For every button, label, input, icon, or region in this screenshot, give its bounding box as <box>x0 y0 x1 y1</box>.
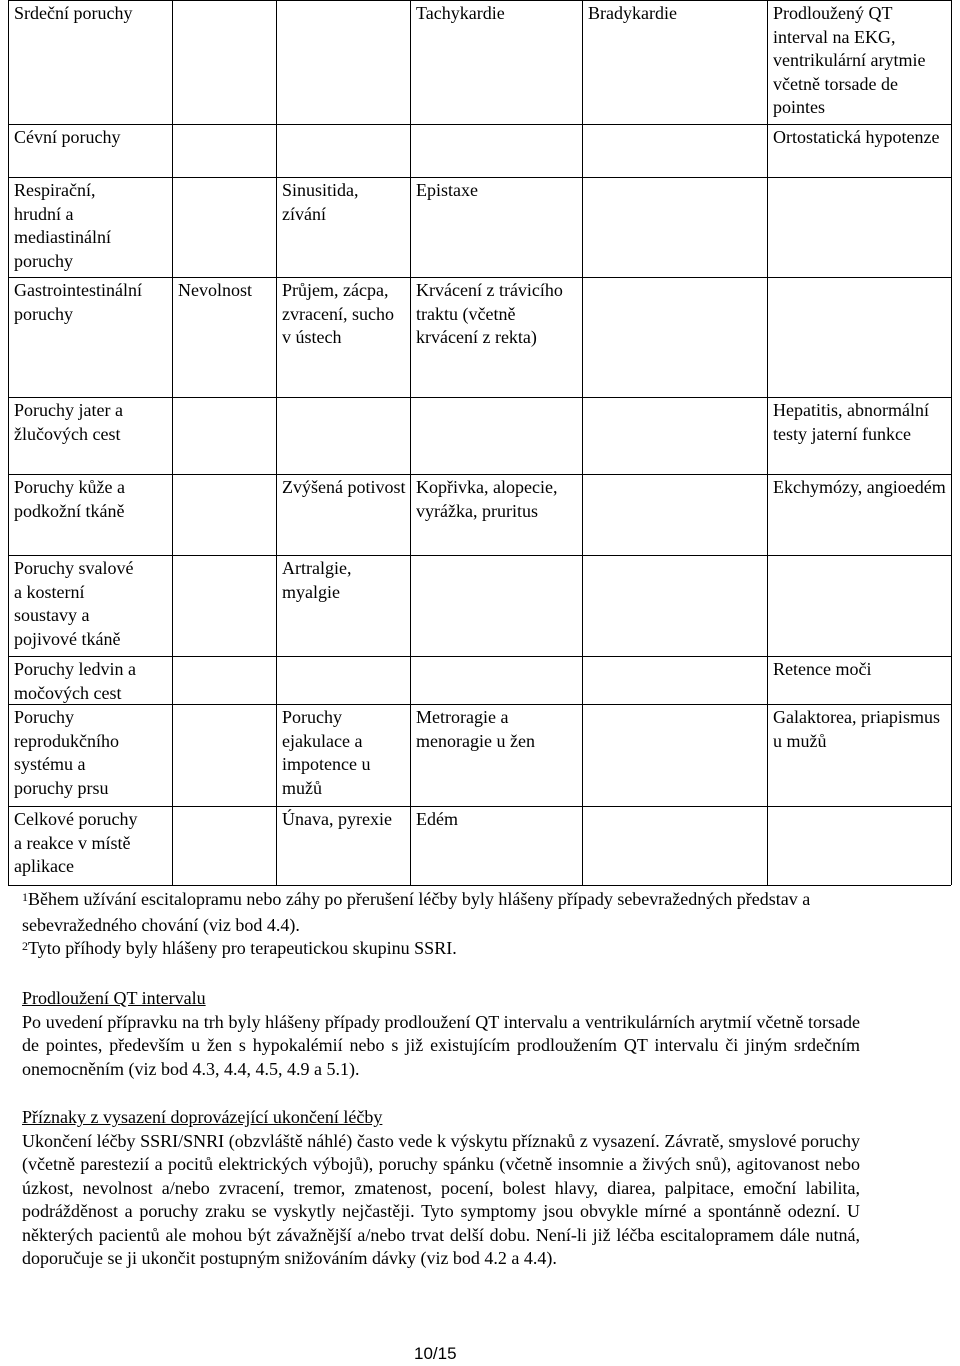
organ-class-cell: Respirační, hrudní a mediastinální poruchy <box>14 180 111 271</box>
frequency-cell: Galaktorea, priapismus u mužů <box>773 707 940 751</box>
frequency-cell: Edém <box>416 809 458 829</box>
organ-class-cell: Poruchy svalové a kosterní soustavy a pojivové tkáně <box>14 558 134 649</box>
table-row-border <box>8 397 951 398</box>
footnote-1 <box>22 888 902 937</box>
adverse-reactions-table <box>8 0 960 886</box>
organ-class-cell: Gastrointestinální poruchy <box>14 280 142 324</box>
table-row-border <box>8 704 951 705</box>
table-row-border <box>8 806 951 807</box>
table-row-border <box>8 277 951 278</box>
table-row-border <box>8 124 951 125</box>
frequency-cell: Epistaxe <box>416 180 478 200</box>
organ-class-cell: Poruchy kůže a podkožní tkáně <box>14 477 125 521</box>
frequency-cell: Poruchy ejakulace a impotence u mužů <box>282 707 371 798</box>
table-column-border <box>410 0 411 885</box>
table-row-border <box>8 555 951 556</box>
footnote-2 <box>22 937 902 963</box>
organ-class-cell: Celkové poruchy a reakce v místě aplikace <box>14 809 138 876</box>
page-number: 10/15 <box>414 1344 457 1363</box>
frequency-cell: Sinusitida, zívání <box>282 180 359 224</box>
section-body: Ukončení léčby SSRI/SNRI (obzvláště náhlé) často vede k výskytu příznaků z vysazení. Závratě, smyslové poruchy (včetně parestezií a pocitů elektrických výbojů), poruchy spánku (včetně insomnie a živých snů), agitovanost nebo úzkost, nevolnost a/nebo zvracení, tremor, zmatenost, pocení, bolest hlavy, diarea, palpitace, emoční labilita, podrážděnost a poruchy zraku se vyskytly nejčastěji. Tyto symptomy jsou obvykle mírné a spontánně odezní. U některých pacientů ale mohou být závažnější a/nebo trvat delší dobu. Není-li již léčba escitalopramem dále nutná, doporučuje se ji ukončit postupným snižováním dávky (viz bod 4.2 a 4.4). <box>22 1130 860 1268</box>
table-row-border <box>8 177 951 178</box>
section-qt-prolongation <box>22 987 860 1081</box>
table-column-border <box>276 0 277 885</box>
table-column-border <box>582 0 583 885</box>
footnote-marker: 2 <box>22 939 28 953</box>
frequency-cell: Ortostatická hypotenze <box>773 127 940 147</box>
footnote-marker: 1 <box>22 890 28 904</box>
organ-class-cell: Poruchy jater a žlučových cest <box>14 400 123 444</box>
organ-class-cell: Poruchy ledvin a močových cest <box>14 659 136 703</box>
organ-class-cell: Cévní poruchy <box>14 127 121 147</box>
section-body: Po uvedení přípravku na trh byly hlášeny případy prodloužení QT intervalu a ventrikulárních arytmií včetně torsade de pointes, především u žen s hypokalémií nebo s již existujícím prodloužením QT intervalu či jiným srdečním onemocněním (viz bod 4.3, 4.4, 4.5, 4.9 a 5.1). <box>22 1011 860 1079</box>
footnote-text: Během užívání escitalopramu nebo záhy po přerušení léčby byly hlášeny případy sebevražedných představ a sebevražedného chování (viz bod 4.4). <box>22 889 811 935</box>
frequency-cell: Kopřivka, alopecie, vyrážka, pruritus <box>416 477 558 521</box>
frequency-cell: Zvýšená potivost <box>282 477 406 497</box>
frequency-cell: Nevolnost <box>178 280 252 300</box>
table-row-border <box>8 656 951 657</box>
frequency-cell: Tachykardie <box>416 3 505 23</box>
frequency-cell: Metroragie a menoragie u žen <box>416 707 535 751</box>
footnote-text: Tyto příhody byly hlášeny pro terapeutickou skupinu SSRI. <box>28 938 457 958</box>
section-heading: Příznaky z vysazení doprovázející ukončení léčby <box>22 1107 383 1127</box>
frequency-cell: Krvácení z trávicího traktu (včetně krvácení z rekta) <box>416 280 563 347</box>
frequency-cell: Únava, pyrexie <box>282 809 392 829</box>
table-column-border <box>172 0 173 885</box>
frequency-cell: Prodloužený QT interval na EKG, ventrikulární arytmie včetně torsade de pointes <box>773 3 926 117</box>
table-column-border <box>951 0 952 885</box>
table-row-border <box>8 0 951 1</box>
frequency-cell: Průjem, zácpa, zvracení, sucho v ústech <box>282 280 394 347</box>
frequency-cell: Ekchymózy, angioedém <box>773 477 946 497</box>
table-column-border <box>8 0 9 885</box>
table-column-border <box>767 0 768 885</box>
frequency-cell: Bradykardie <box>588 3 677 23</box>
frequency-cell: Hepatitis, abnormální testy jaterní funkce <box>773 400 929 444</box>
table-row-border <box>8 885 951 886</box>
frequency-cell: Retence moči <box>773 659 872 679</box>
frequency-cell: Artralgie, myalgie <box>282 558 352 602</box>
organ-class-cell: Srdeční poruchy <box>14 3 133 23</box>
section-heading: Prodloužení QT intervalu <box>22 988 206 1008</box>
organ-class-cell: Poruchy reprodukčního systému a poruchy prsu <box>14 707 119 798</box>
table-row-border <box>8 474 951 475</box>
section-withdrawal-symptoms <box>22 1106 860 1271</box>
